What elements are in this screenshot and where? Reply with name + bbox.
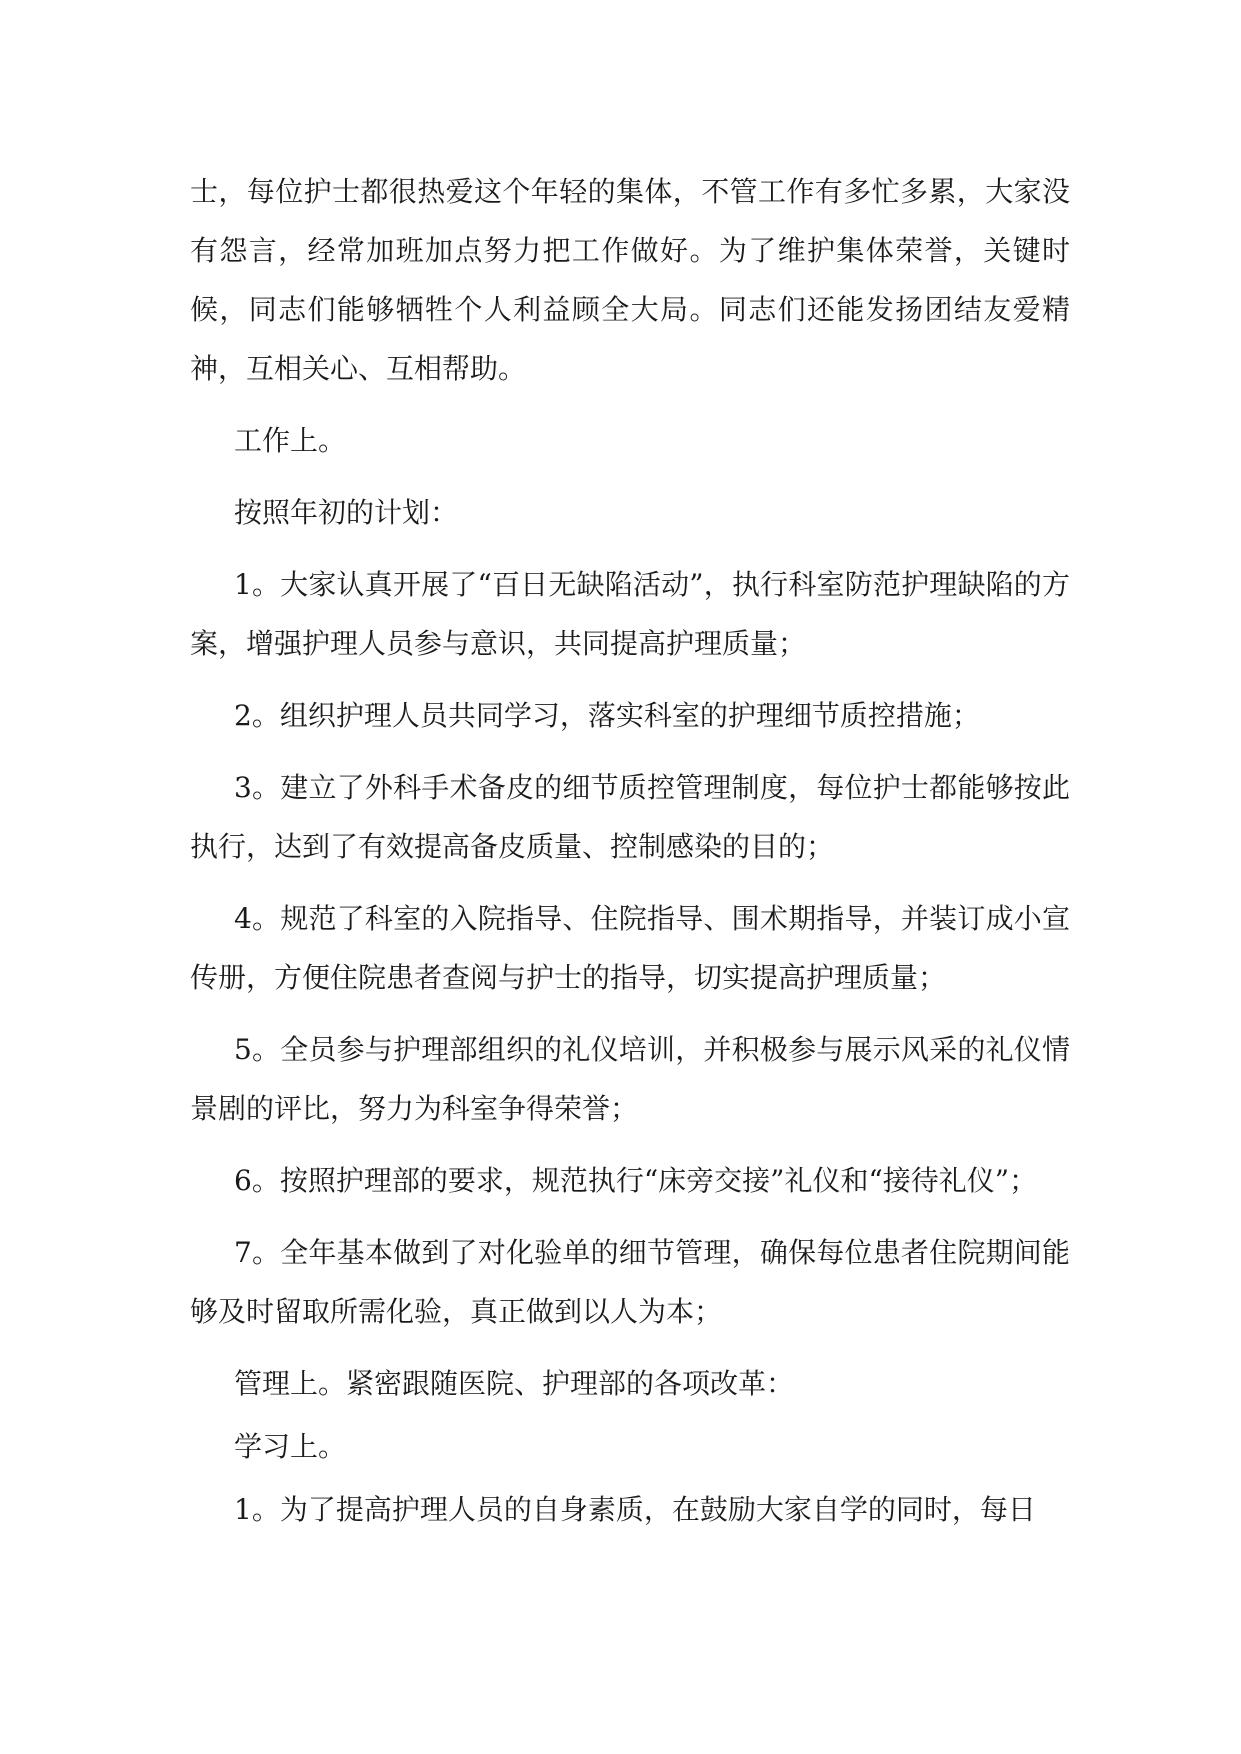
paragraph-item-1: 1。大家认真开展了“百日无缺陷活动”，执行科室防范护理缺陷的方案，增强护理人员参与意识，共同提高护理质量；: [190, 568, 1070, 660]
paragraph-item-5: 5。全员参与护理部组织的礼仪培训，并积极参与展示风采的礼仪情景剧的评比，努力为科室争得荣誉；: [190, 1033, 1070, 1125]
paragraph-item-4: 4。规范了科室的入院指导、住院指导、围术期指导，并装订成小宣传册，方便住院患者查阅与护士的指导，切实提高护理质量；: [190, 902, 1070, 994]
paragraph-plan-intro: 按照年初的计划：: [234, 496, 459, 529]
paragraph-management-heading: 管理上。紧密跟随医院、护理部的各项改革：: [234, 1367, 795, 1400]
paragraph-item-2: 2。组织护理人员共同学习，落实科室的护理细节质控措施；: [234, 699, 980, 732]
paragraph-study-item-1: 1。为了提高护理人员的自身素质，在鼓励大家自学的同时，每日: [234, 1493, 1036, 1526]
paragraph-continuation: 士，每位护士都很热爱这个年轻的集体，不管工作有多忙多累，大家没有怨言，经常加班加点努力把工作做好。为了维护集体荣誉，关键时候，同志们能够牺牲个人利益顾全大局。同志们还能发扬团结友爱精神，互相关心、互相帮助。: [190, 175, 1070, 385]
paragraph-study-heading: 学习上。: [234, 1430, 347, 1463]
paragraph-work-heading: 工作上。: [234, 424, 347, 457]
paragraph-item-6: 6。按照护理部的要求，规范执行“床旁交接”礼仪和“接待礼仪”；: [234, 1164, 1038, 1197]
paragraph-item-3: 3。建立了外科手术备皮的细节质控管理制度，每位护士都能够按此执行，达到了有效提高备皮质量、控制感染的目的；: [190, 771, 1070, 863]
paragraph-item-7: 7。全年基本做到了对化验单的细节管理，确保每位患者住院期间能够及时留取所需化验，真正做到以人为本；: [190, 1236, 1070, 1328]
document-body: [190, 162, 1070, 1552]
